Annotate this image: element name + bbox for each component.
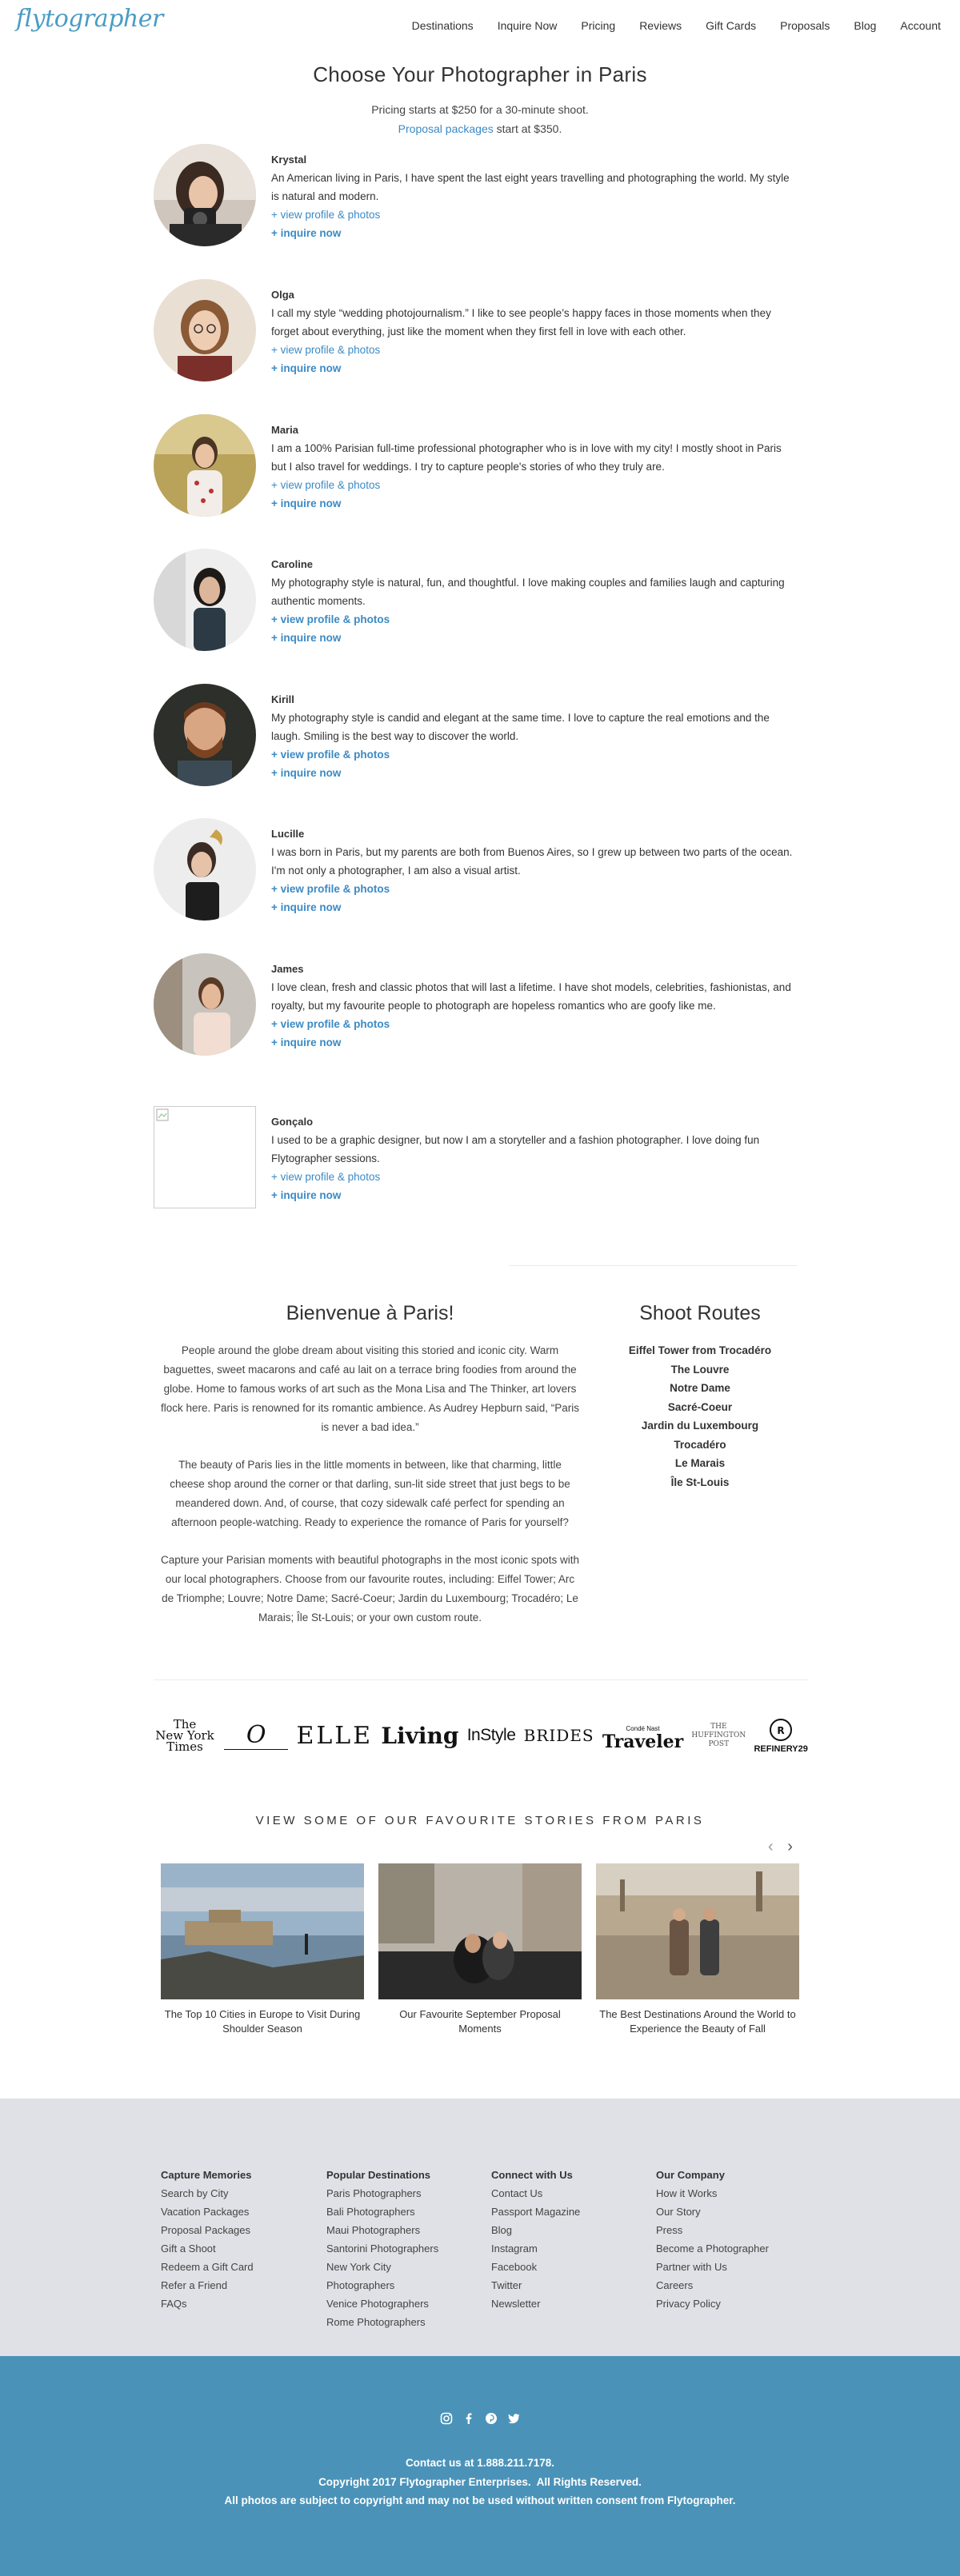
svg-text:R: R — [777, 1724, 785, 1736]
photographer-bio: I was born in Paris, but my parents are both from Buenos Aires, so I grew up between two parts of the ocean. I'm not only a photographer, I am also a visual artist. — [271, 846, 793, 877]
route-item: Eiffel Tower from Trocadéro — [628, 1344, 772, 1356]
photographer-card — [154, 684, 810, 796]
instagram-icon[interactable] — [440, 2412, 453, 2425]
site-header — [0, 0, 960, 48]
facebook-icon[interactable] — [462, 2412, 475, 2425]
refinery29-wordmark: REFINERY29 — [754, 1743, 808, 1754]
footer-link[interactable]: Redeem a Gift Card — [161, 2261, 254, 2273]
avatar[interactable] — [154, 279, 256, 381]
footer-link[interactable]: Search by City — [161, 2187, 229, 2199]
nav-proposals[interactable]: Proposals — [780, 19, 830, 32]
pinterest-icon[interactable] — [485, 2412, 498, 2425]
view-profile-link[interactable]: + view profile & photos — [271, 344, 381, 356]
route-item: Sacré-Coeur — [667, 1400, 733, 1413]
story-caption[interactable]: Our Favourite September Proposal Moments — [399, 2008, 561, 2035]
welcome-paragraph: People around the globe dream about visiting this storied and iconic city. Warm baguettes, sweet macarons and café au lait on a terrace bring foodies from around the globe. Home to famous works of art such as the Mona Lisa and The Thinker, art lovers flock here. Paris is renowned for its romantic ambience. As Audrey Hepburn said, “Paris is never a bad idea.” — [161, 1344, 579, 1433]
nav-reviews[interactable]: Reviews — [639, 19, 682, 32]
photographer-name: Krystal — [271, 154, 307, 166]
divider — [154, 1679, 808, 1680]
traveler-logo-line: Condé Nast — [626, 1725, 660, 1732]
story-image[interactable] — [378, 1863, 582, 1999]
social-links — [0, 2412, 960, 2425]
photographer-card — [154, 818, 810, 930]
welcome-paragraph: Capture your Parisian moments with beautiful photographs in the most iconic spots with our local photographers. Choose from our favourite routes, including: Eiffel Tower; Arc de Triomphe; Louvre; Notre Dame; Sacré-Coeur; Jardin du Luxembourg; Trocadéro; Le Marais; Île St-Louis; or your own custom route. — [160, 1554, 579, 1623]
story-card[interactable] — [161, 1863, 364, 2036]
welcome-section — [160, 1302, 580, 1646]
footer-link[interactable]: Photographers — [326, 2279, 395, 2291]
footer-link[interactable]: Press — [656, 2224, 683, 2236]
carousel-prev-arrow-icon[interactable]: ‹ — [768, 1838, 774, 1855]
copyright-notice: All photos are subject to copyright and may not be used without written consent from Flytographer. — [224, 2494, 736, 2506]
contact-phone[interactable]: Contact us at 1.888.211.7178. — [405, 2457, 555, 2469]
route-item: Le Marais — [674, 1457, 726, 1469]
nav-pricing[interactable]: Pricing — [581, 19, 616, 32]
footer-link[interactable]: Paris Photographers — [326, 2187, 422, 2199]
nav-account[interactable]: Account — [900, 19, 941, 32]
footer-link[interactable]: Blog — [491, 2224, 513, 2236]
stories-title: VIEW SOME OF OUR FAVOURITE STORIES FROM PARIS — [255, 1814, 705, 1827]
footer-link[interactable]: How it Works — [656, 2187, 718, 2199]
footer-link[interactable]: Santorini Photographers — [326, 2243, 439, 2254]
nyt-logo-line: Times — [166, 1739, 203, 1754]
photographer-bio: I love clean, fresh and classic photos that will last a lifetime. I have shot models, celebrities, fashionistas, and royalty, but my favourite people to photograph are hopeless romantics who are goofy like me. — [271, 981, 791, 1012]
photographer-bio: I am a 100% Parisian full-time professional photographer who is in love with my city! I mostly shoot in Paris but I also travel for weddings. I try to capture people's stories of who they truly are. — [271, 442, 782, 473]
footer-link[interactable]: Privacy Policy — [656, 2298, 721, 2310]
photographer-card — [154, 414, 810, 526]
inquire-now-link[interactable]: + inquire now — [271, 767, 342, 779]
proposal-packages-link[interactable]: Proposal packages — [398, 122, 494, 135]
footer-column-title: Connect with Us — [491, 2169, 573, 2181]
story-card[interactable] — [596, 1863, 799, 2036]
route-item: Jardin du Luxembourg — [641, 1420, 759, 1432]
view-profile-link[interactable]: + view profile & photos — [271, 1171, 381, 1183]
footer-column-title: Our Company — [656, 2169, 725, 2181]
inquire-now-link[interactable]: + inquire now — [271, 1189, 342, 1201]
inquire-now-link[interactable]: + inquire now — [271, 497, 342, 509]
avatar[interactable] — [154, 684, 256, 786]
routes-title: Shoot Routes — [639, 1302, 761, 1324]
photographer-bio: I used to be a graphic designer, but now I am a storyteller and a fashion photographer. I love doing fun Flytographer sessions. — [271, 1134, 760, 1164]
view-profile-link[interactable]: + view profile & photos — [271, 749, 390, 761]
footer-link[interactable]: New York City — [326, 2261, 391, 2273]
photographer-bio: My photography style is natural, fun, and thoughtful. I love making couples and families laugh and capturing authentic moments. — [271, 577, 785, 607]
avatar[interactable] — [154, 953, 256, 1056]
footer-link[interactable]: Rome Photographers — [326, 2316, 426, 2328]
inquire-now-link[interactable]: + inquire now — [271, 632, 342, 644]
pricing-text: Pricing starts at $250 for a 30-minute shoot. — [371, 103, 589, 116]
proposal-price-text: start at $350. — [493, 122, 562, 135]
refinery29-logo — [754, 1718, 807, 1754]
story-image[interactable] — [596, 1863, 799, 1999]
footer-column-title: Capture Memories — [161, 2169, 252, 2181]
welcome-title: Bienvenue à Paris! — [286, 1302, 454, 1324]
huffpost-logo-line: POST — [708, 1739, 730, 1748]
photographer-card — [154, 279, 810, 391]
footer-link[interactable]: Gift a Shoot — [161, 2243, 216, 2254]
inquire-now-link[interactable]: + inquire now — [271, 362, 342, 374]
photographer-name: Lucille — [271, 828, 305, 840]
photographer-bio: An American living in Paris, I have spent the last eight years travelling and photographing the world. My style is natural and modern. — [271, 172, 790, 202]
avatar[interactable] — [154, 549, 256, 651]
nyt-logo — [154, 1719, 216, 1752]
view-profile-link[interactable]: + view profile & photos — [271, 613, 390, 625]
photographer-name: Caroline — [271, 558, 314, 570]
view-profile-link[interactable]: + view profile & photos — [271, 209, 381, 221]
photographer-card — [154, 1106, 810, 1218]
divider — [509, 1265, 797, 1266]
main-nav — [412, 19, 941, 32]
photographer-name: Olga — [271, 289, 294, 301]
footer-link[interactable]: Refer a Friend — [161, 2279, 228, 2291]
photographer-name: Maria — [271, 424, 298, 436]
carousel-next-arrow-icon[interactable]: › — [787, 1838, 793, 1855]
copyright-text: Copyright 2017 Flytographer Enterprises. All Rights Reserved. — [318, 2475, 642, 2488]
nav-blog[interactable]: Blog — [854, 19, 877, 32]
huffington-post-logo — [691, 1723, 746, 1749]
story-caption[interactable]: The Top 10 Cities in Europe to Visit During Shoulder Season — [164, 2008, 361, 2035]
photographer-card — [154, 144, 810, 256]
footer-bottom — [0, 2356, 960, 2576]
footer-link[interactable]: Become a Photographer — [656, 2243, 769, 2254]
view-profile-link[interactable]: + view profile & photos — [271, 479, 381, 491]
elle-logo: ELLE — [296, 1721, 374, 1750]
footer-link[interactable]: Careers — [656, 2279, 694, 2291]
welcome-paragraph: The beauty of Paris lies in the little moments in between, like that charming, little cheese shop around the corner or that darling, sun-lit side street that just begs to be meandered down. And, of course, that cozy sidewalk café perfect for spending an afternoon people-watching. Ready to experience the romance of Paris for yourself? — [170, 1459, 570, 1528]
avatar[interactable] — [154, 414, 256, 517]
page-title: Choose Your Photographer in Paris — [313, 62, 647, 86]
footer-link[interactable]: Twitter — [491, 2279, 522, 2291]
footer-column — [656, 2169, 816, 2313]
photographer-name: Kirill — [271, 693, 294, 705]
footer-link[interactable]: Venice Photographers — [326, 2298, 429, 2310]
footer-column-title: Popular Destinations — [326, 2169, 431, 2181]
footer-link[interactable]: Partner with Us — [656, 2261, 727, 2273]
story-image[interactable] — [161, 1863, 364, 1999]
avatar[interactable] — [154, 818, 256, 921]
route-item: The Louvre — [670, 1363, 730, 1376]
inquire-now-link[interactable]: + inquire now — [271, 901, 342, 913]
story-card[interactable] — [378, 1863, 582, 2036]
instyle-logo: InStyle — [466, 1726, 516, 1744]
footer-link[interactable]: Bali Photographers — [326, 2206, 415, 2218]
traveler-logo-line: Traveler — [602, 1731, 684, 1752]
shoot-routes — [608, 1302, 792, 1492]
footer-link[interactable]: Our Story — [656, 2206, 701, 2218]
route-item: Île St-Louis — [670, 1476, 730, 1488]
footer-link[interactable]: Proposal Packages — [161, 2224, 251, 2236]
oprah-logo: O — [224, 1721, 288, 1750]
footer-legal — [0, 2454, 960, 2510]
twitter-icon[interactable] — [507, 2412, 520, 2425]
photographer-card — [154, 549, 810, 661]
carousel-arrows — [768, 1838, 793, 1856]
footer-column — [161, 2169, 321, 2313]
view-profile-link[interactable]: + view profile & photos — [271, 883, 390, 895]
press-logos — [154, 1711, 808, 1759]
flytographer-logo[interactable]: flytographer — [16, 5, 163, 33]
photographer-card — [154, 953, 810, 1065]
refinery29-badge-icon — [769, 1718, 793, 1742]
huffpost-logo-line: THE — [710, 1722, 727, 1731]
footer-link[interactable]: Maui Photographers — [326, 2224, 421, 2236]
huffpost-logo-line: HUFFINGTON — [691, 1731, 746, 1739]
living-logo: Living — [381, 1722, 459, 1749]
inquire-now-link[interactable]: + inquire now — [271, 1036, 342, 1048]
proposal-line — [0, 119, 960, 138]
footer-link[interactable]: FAQs — [161, 2298, 187, 2310]
inquire-now-link[interactable]: + inquire now — [271, 227, 342, 239]
footer-link[interactable]: Vacation Packages — [161, 2206, 250, 2218]
nav-gift-cards[interactable]: Gift Cards — [706, 19, 757, 32]
footer-link[interactable]: Contact Us — [491, 2187, 543, 2199]
nyt-logo-line: New York — [155, 1728, 214, 1743]
footer-column — [326, 2169, 486, 2331]
brides-logo: BRIDES — [523, 1726, 594, 1745]
route-item: Trocadéro — [674, 1438, 726, 1451]
footer-link[interactable]: Passport Magazine — [491, 2206, 581, 2218]
intro-section — [0, 62, 960, 138]
footer-link[interactable]: Instagram — [491, 2243, 538, 2254]
footer-column — [491, 2169, 651, 2313]
story-caption[interactable]: The Best Destinations Around the World to Experience the Beauty of Fall — [599, 2008, 796, 2035]
photographer-name: James — [271, 963, 304, 975]
photographer-bio: My photography style is candid and elegant at the same time. I love to capture the real emotions and the laugh. Smiling is the best way to discover the world. — [271, 712, 770, 742]
nav-destinations[interactable]: Destinations — [411, 19, 474, 32]
footer-link[interactable]: Facebook — [491, 2261, 538, 2273]
route-item: Notre Dame — [670, 1382, 730, 1394]
photographer-bio: I call my style “wedding photojournalism.” I like to see people’s happy faces in those moments when they forget about everything, just like the moment when they first fell in love with each other. — [271, 307, 771, 337]
nav-inquire-now[interactable]: Inquire Now — [497, 19, 558, 32]
nyt-logo-line: The — [173, 1717, 197, 1731]
footer-link[interactable]: Newsletter — [491, 2298, 541, 2310]
conde-nast-traveler-logo — [602, 1723, 684, 1752]
avatar[interactable] — [154, 144, 256, 246]
view-profile-link[interactable]: + view profile & photos — [271, 1018, 390, 1030]
broken-image-placeholder[interactable] — [154, 1106, 256, 1208]
photographer-name: Gonçalo — [271, 1116, 314, 1128]
